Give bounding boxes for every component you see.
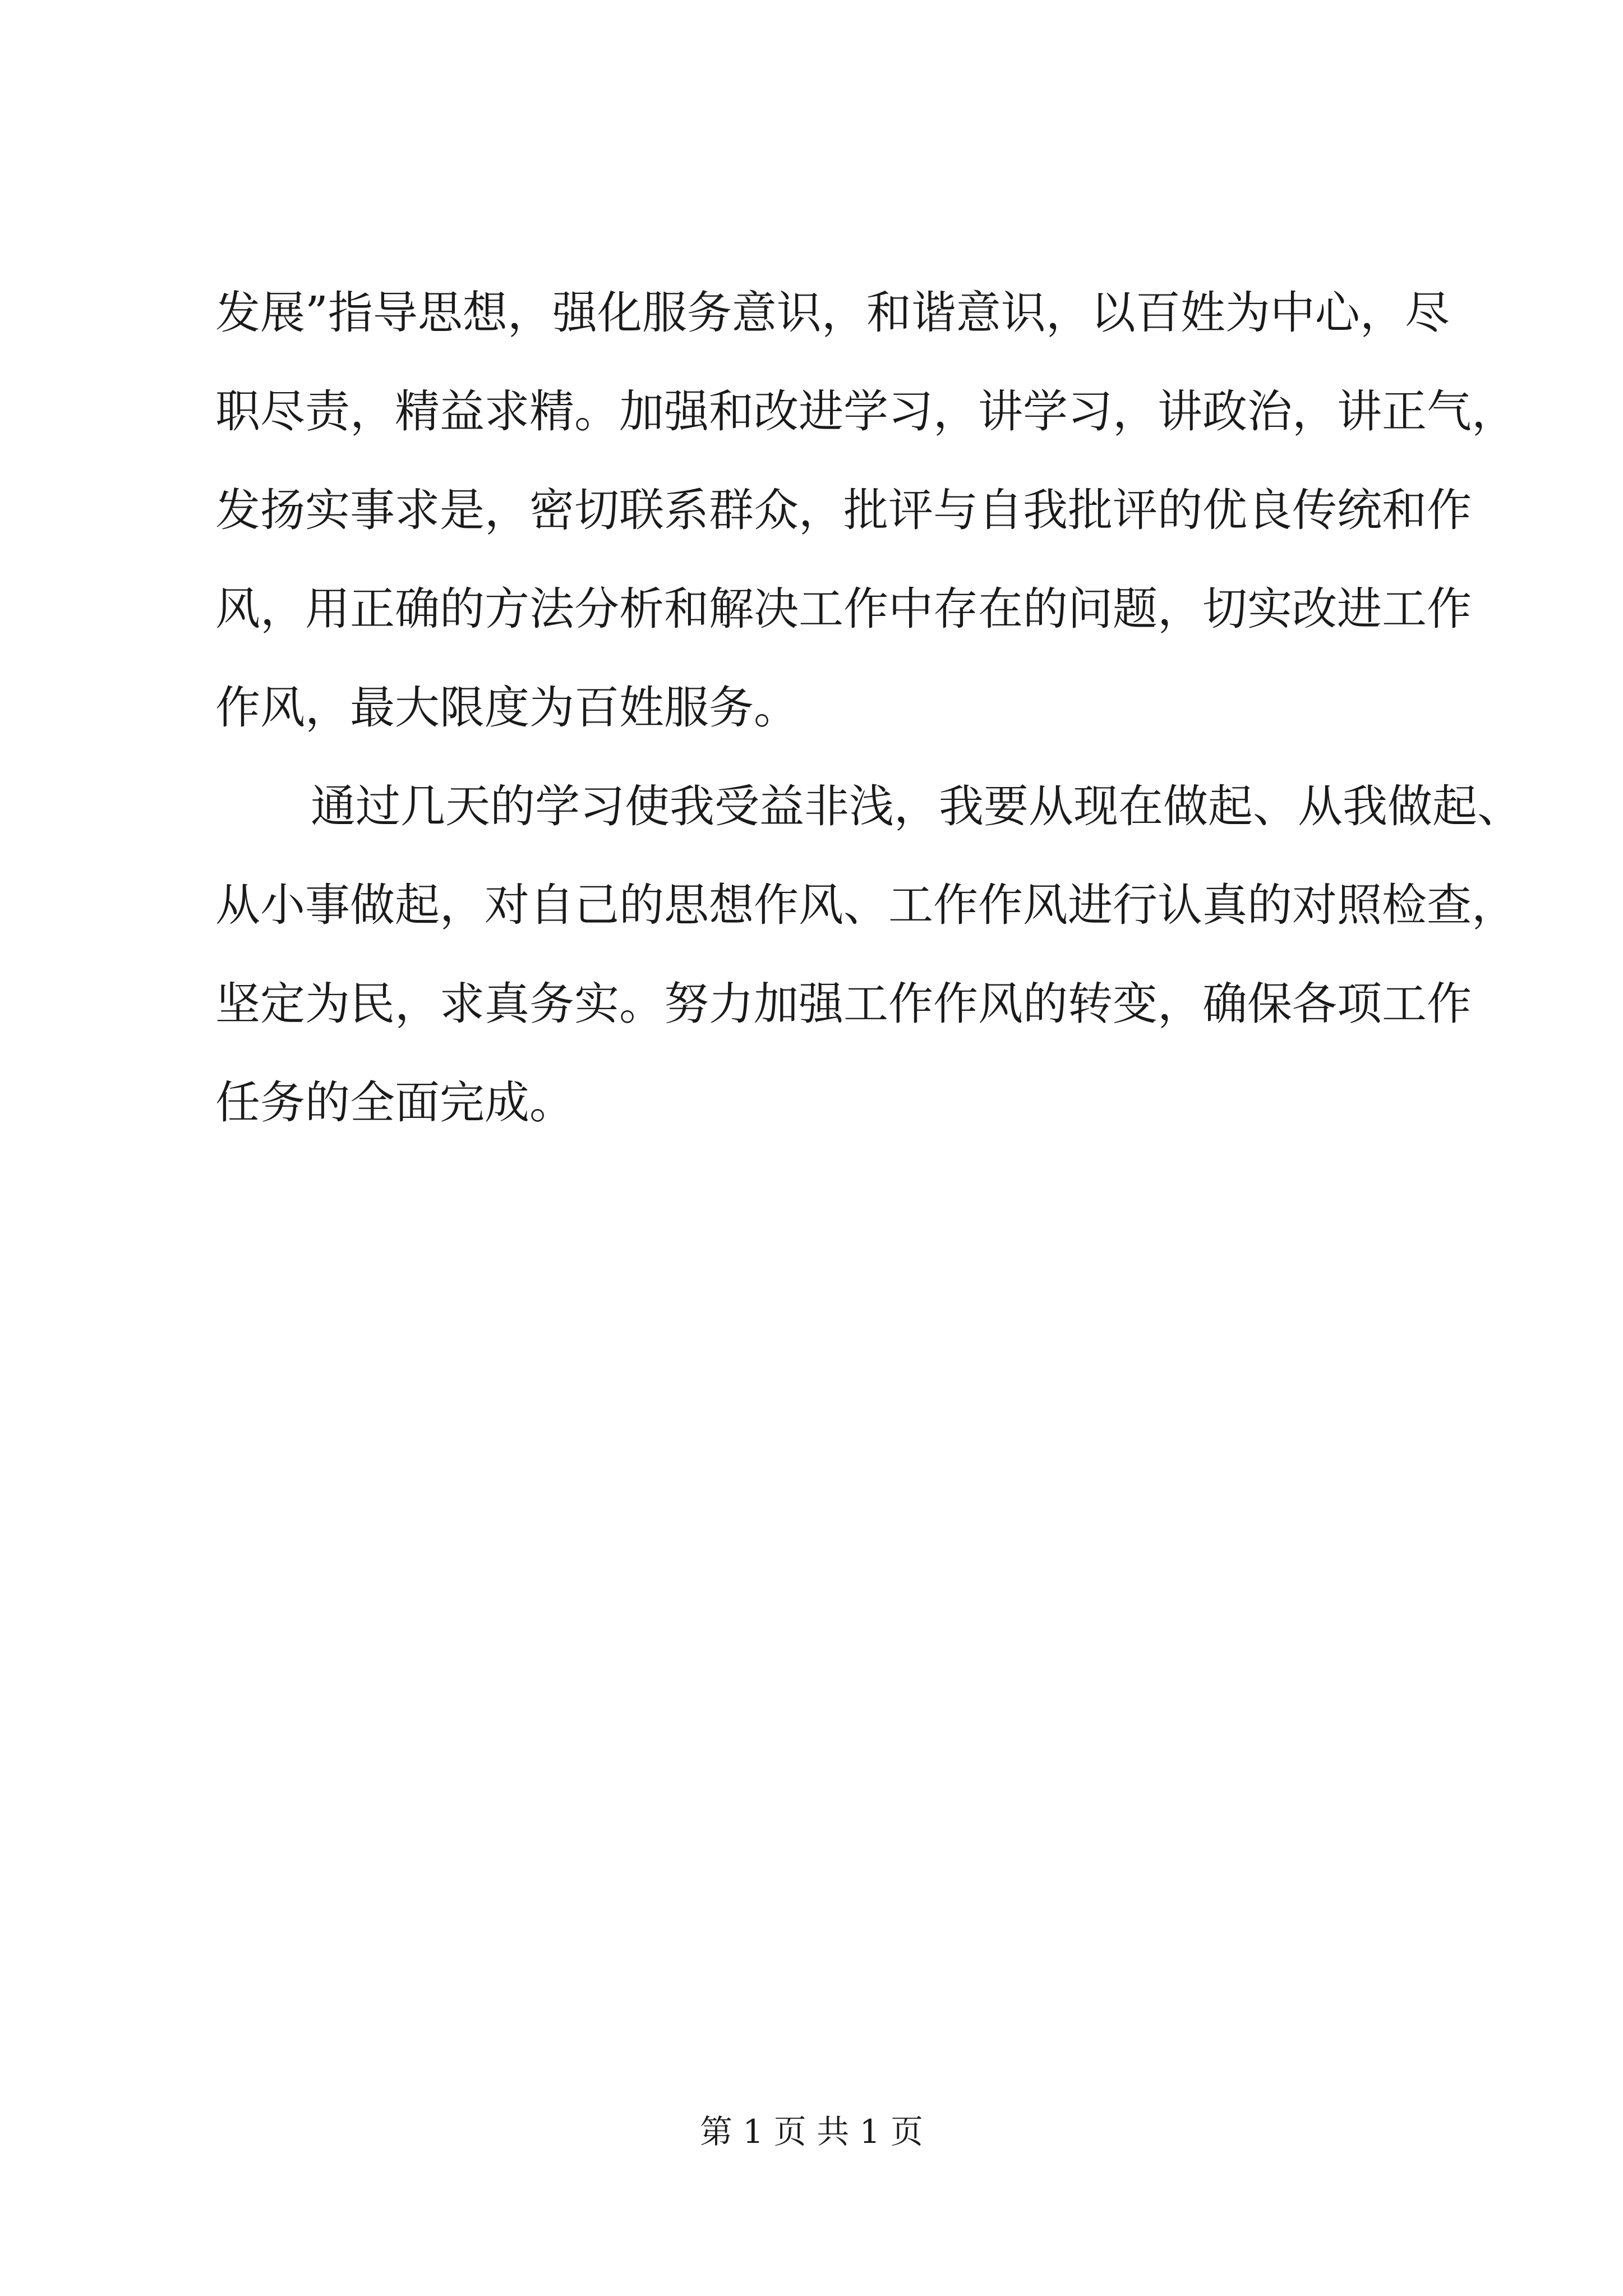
paragraph-1 [215, 264, 1516, 757]
text-line: 作风，最大限度为百姓服务。 [215, 682, 799, 734]
paragraph-2 [215, 757, 1522, 1152]
text-line: 风，用正确的方法分析和解决工作中存在的问题，切实改进工作 [215, 583, 1472, 635]
text-line: 从小事做起，对自己的思想作风、工作作风进行认真的对照检查， [215, 879, 1516, 931]
page-footer: 第 1 页 共 1 页 [700, 2113, 923, 2151]
text-line: 发展”指导思想，强化服务意识，和谐意识，以百姓为中心，尽 [215, 287, 1450, 339]
text-line: 坚定为民，求真务实。努力加强工作作风的转变，确保各项工作 [215, 978, 1472, 1030]
text-line: 发扬实事求是，密切联系群众，批评与自我批评的优良传统和作 [215, 484, 1472, 536]
text-line: 通过几天的学习使我受益非浅，我要从现在做起、从我做起、 [311, 780, 1522, 832]
text-line: 任务的全面完成。 [215, 1076, 574, 1129]
text-line: 职尽责，精益求精。加强和改进学习，讲学习，讲政治，讲正气， [215, 385, 1516, 438]
document-body [215, 264, 1522, 1152]
